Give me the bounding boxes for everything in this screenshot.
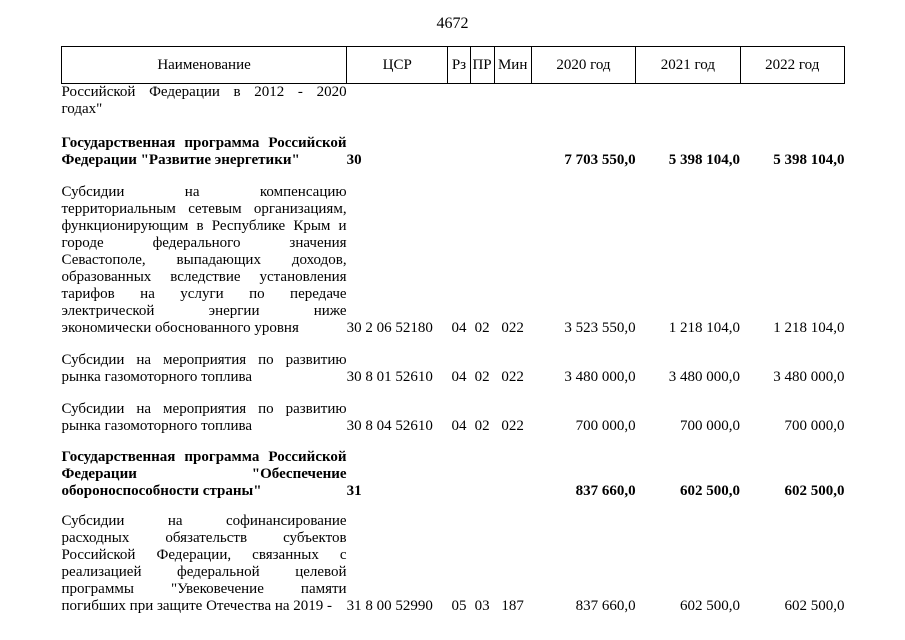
row-name-line: образованных вследствие установления <box>61 269 347 285</box>
header-2022: 2022 год <box>740 47 844 84</box>
page-number: 4672 <box>436 15 469 32</box>
row-name <box>62 435 347 500</box>
cell-y2020: 837 660,0 <box>575 598 636 614</box>
row-name-line: функционирующим в Республике Крым и <box>61 218 347 234</box>
row-name-line: рынка газомоторного топлива <box>61 369 253 385</box>
cell-min: 022 <box>501 418 524 434</box>
row-name <box>62 337 347 386</box>
cell-y2020: 7 703 550,0 <box>564 152 636 168</box>
cell-min <box>494 118 531 169</box>
cell-rz <box>448 84 470 119</box>
row-name <box>62 118 347 169</box>
row-name <box>62 386 347 435</box>
cell-csr: 30 <box>346 152 362 168</box>
row-name <box>62 500 347 615</box>
cell-rz <box>448 118 470 169</box>
cell-y2020: 3 523 550,0 <box>564 320 636 336</box>
cell-y2021 <box>636 84 740 119</box>
row-name-line: годах" <box>61 101 103 117</box>
cell-pr: 02 <box>474 369 490 385</box>
cell-csr: 31 <box>346 483 362 499</box>
row-name-line: Субсидии на компенсацию <box>61 184 347 200</box>
cell-min <box>494 435 531 500</box>
cell-min: 022 <box>501 369 524 385</box>
table-row <box>62 118 845 169</box>
cell-rz: 04 <box>451 369 467 385</box>
header-rz: Рз <box>448 47 470 84</box>
cell-rz: 04 <box>451 418 467 434</box>
cell-y2020: 700 000,0 <box>575 418 636 434</box>
cell-csr <box>347 84 448 119</box>
row-name-line: обороноспособности страны" <box>61 483 262 499</box>
cell-y2022: 602 500,0 <box>784 483 845 499</box>
row-name-line: программы "Увековечение памяти <box>61 581 347 597</box>
cell-y2022: 5 398 104,0 <box>773 152 845 168</box>
cell-rz <box>448 435 470 500</box>
cell-csr: 30 8 04 52610 <box>346 418 433 434</box>
row-name-line: рынка газомоторного топлива <box>61 418 253 434</box>
row-name-line: Субсидии на софинансирование <box>61 513 347 529</box>
cell-y2022: 1 218 104,0 <box>773 320 845 336</box>
row-name-line: Российской Федерации в 2012 - 2020 <box>61 84 347 100</box>
cell-pr <box>470 118 494 169</box>
cell-pr: 03 <box>474 598 490 614</box>
cell-y2021: 700 000,0 <box>680 418 741 434</box>
table-row <box>62 169 845 337</box>
row-name-line: территориальным сетевым организациям, <box>61 201 347 217</box>
row-name-line: тарифов на услуги по передаче <box>61 286 347 302</box>
row-name-line: погибших при защите Отечества на 2019 - <box>61 598 333 614</box>
cell-y2022 <box>740 84 844 119</box>
cell-y2022: 602 500,0 <box>784 598 845 614</box>
row-name-line: расходных обязательств субъектов <box>61 530 347 546</box>
cell-y2022: 700 000,0 <box>784 418 845 434</box>
table-header-row <box>62 47 845 84</box>
row-name-line: реализацией федеральной целевой <box>61 564 347 580</box>
cell-rz: 05 <box>451 598 467 614</box>
cell-pr: 02 <box>474 320 490 336</box>
cell-csr: 30 8 01 52610 <box>346 369 433 385</box>
cell-csr: 30 2 06 52180 <box>346 320 433 336</box>
cell-rz: 04 <box>451 320 467 336</box>
cell-y2020: 837 660,0 <box>575 483 636 499</box>
header-2020: 2020 год <box>531 47 635 84</box>
row-name-line: Субсидии на мероприятия по развитию <box>61 352 347 368</box>
row-name-line: Федерации "Развитие энергетики" <box>61 152 300 168</box>
row-name-line: Государственная программа Российской <box>61 449 347 465</box>
cell-y2021: 5 398 104,0 <box>668 152 741 168</box>
cell-y2021: 1 218 104,0 <box>668 320 741 336</box>
cell-pr: 02 <box>474 418 490 434</box>
table-row <box>62 500 845 615</box>
row-name-line: Севастополе, выпадающих доходов, <box>61 252 347 268</box>
cell-csr: 31 8 00 52990 <box>346 598 433 614</box>
cell-y2021: 3 480 000,0 <box>668 369 741 385</box>
cell-min: 022 <box>501 320 524 336</box>
cell-y2022: 3 480 000,0 <box>773 369 845 385</box>
cell-y2021: 602 500,0 <box>680 483 741 499</box>
row-name <box>62 84 347 119</box>
cell-pr <box>470 84 494 119</box>
header-name: Наименование <box>62 47 347 84</box>
cell-y2020: 3 480 000,0 <box>564 369 636 385</box>
header-csr: ЦСР <box>347 47 448 84</box>
header-pr: ПР <box>470 47 494 84</box>
row-name-line: городе федерального значения <box>61 235 347 251</box>
row-name-line: Российской Федерации, связанных с <box>61 547 347 563</box>
header-min: Мин <box>494 47 531 84</box>
budget-table <box>61 46 845 615</box>
cell-y2021: 602 500,0 <box>680 598 741 614</box>
cell-min: 187 <box>501 598 524 614</box>
header-2021: 2021 год <box>636 47 740 84</box>
row-name-line: Государственная программа Российской <box>61 135 347 151</box>
table-row <box>62 435 845 500</box>
row-name-line: экономически обоснованного уровня <box>61 320 299 336</box>
table-row <box>62 386 845 435</box>
cell-min <box>494 84 531 119</box>
table-row <box>62 84 845 119</box>
cell-pr <box>470 435 494 500</box>
cell-y2020 <box>531 84 635 119</box>
row-name-line: Субсидии на мероприятия по развитию <box>61 401 347 417</box>
row-name <box>62 169 347 337</box>
row-name-line: Федерации "Обеспечение <box>61 466 347 482</box>
table-row <box>62 337 845 386</box>
row-name-line: электрической энергии ниже <box>61 303 347 319</box>
